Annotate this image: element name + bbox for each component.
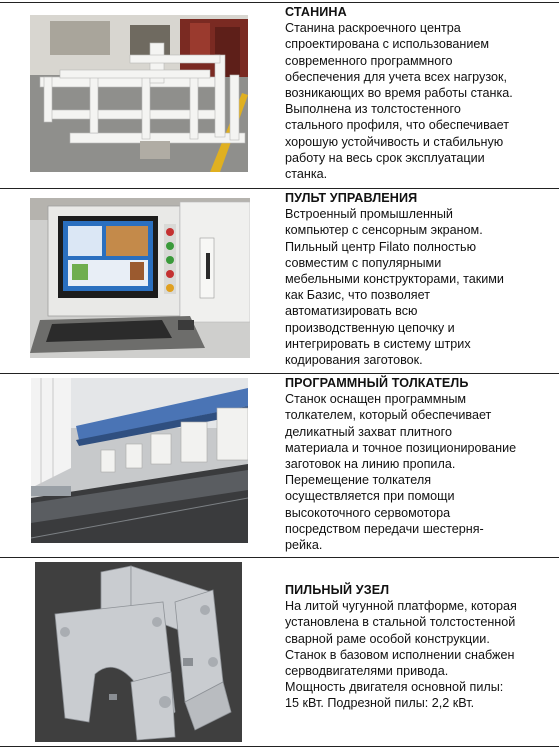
text-line: высокоточного сервомотора [285, 505, 451, 520]
text-line: компьютер с сенсорным экраном. [285, 223, 483, 238]
text-line: На литой чугунной платформе, которая [285, 599, 517, 614]
text-line: работу на весь срок эксплуатации [285, 150, 485, 165]
section-text [285, 598, 555, 711]
saw-unit-photo [35, 562, 242, 742]
section-row-frame [0, 2, 559, 188]
machine-frame-photo [30, 15, 248, 172]
section-row-saw-unit [0, 557, 559, 747]
text-line: стального профиля, что обеспечивает [285, 118, 509, 133]
section-text [285, 391, 555, 553]
text-line: станка. [285, 167, 328, 182]
text-line: хорошую устойчивость и стабильную [285, 134, 504, 149]
text-line: возникающих во время работы станка. [285, 86, 513, 101]
section-title: ПУЛЬТ УПРАВЛЕНИЯ [285, 191, 418, 205]
text-line: рейка. [285, 538, 323, 553]
text-line: современного программного [285, 53, 453, 68]
text-line: посредством передачи шестерня- [285, 521, 484, 536]
text-line: Пильный центр Filato полностью [285, 239, 477, 254]
section-row-control-panel [0, 188, 559, 373]
section-title: СТАНИНА [285, 5, 347, 19]
text-line: осуществляется при помощи [285, 489, 455, 504]
text-line: мебельными конструкторами, такими [285, 272, 504, 287]
text-line: Перемещение толкателя [285, 473, 432, 488]
text-line: обеспечения для учета всех нагрузок, [285, 69, 507, 84]
section-title: ПИЛЬНЫЙ УЗЕЛ [285, 583, 390, 597]
text-line: совместим с популярными [285, 255, 442, 270]
text-line: Выполнена из толстостенного [285, 102, 461, 117]
text-line: заготовок на линию пропила. [285, 457, 456, 472]
text-line: материала и точное позиционирование [285, 440, 517, 455]
text-line: Станина раскроечного центра [285, 21, 461, 36]
text-line: 15 кВт. Подрезной пилы: 2,2 кВт. [285, 696, 475, 711]
section-title: ПРОГРАММНЫЙ ТОЛКАТЕЛЬ [285, 376, 469, 390]
section-text [285, 20, 555, 182]
text-line: установлена в стальной толстостенной [285, 615, 516, 630]
text-line: производственную цепочку и [285, 320, 455, 335]
control-panel-photo [30, 198, 250, 358]
text-line: толкателем, который обеспечивает [285, 408, 492, 423]
text-line: Встроенный промышленный [285, 207, 453, 222]
text-line: Станок оснащен программным [285, 392, 467, 407]
text-line: Станок в базовом исполнении снабжен [285, 647, 515, 662]
text-line: автоматизировать всю [285, 304, 418, 319]
text-line: кодирования заготовок. [285, 353, 423, 368]
text-line: сварной раме особой конструкции. [285, 631, 490, 646]
section-row-pusher [0, 373, 559, 557]
text-line: серводвигателями привода. [285, 664, 449, 679]
text-line: интегрировать в систему штрих [285, 336, 471, 351]
text-line: деликатный захват плитного [285, 424, 453, 439]
pusher-photo [31, 378, 248, 543]
text-line: спроектирована с использованием [285, 37, 490, 52]
text-line: Мощность двигателя основной пилы: [285, 680, 504, 695]
section-text [285, 206, 555, 368]
text-line: как Базис, что позволяет [285, 288, 430, 303]
